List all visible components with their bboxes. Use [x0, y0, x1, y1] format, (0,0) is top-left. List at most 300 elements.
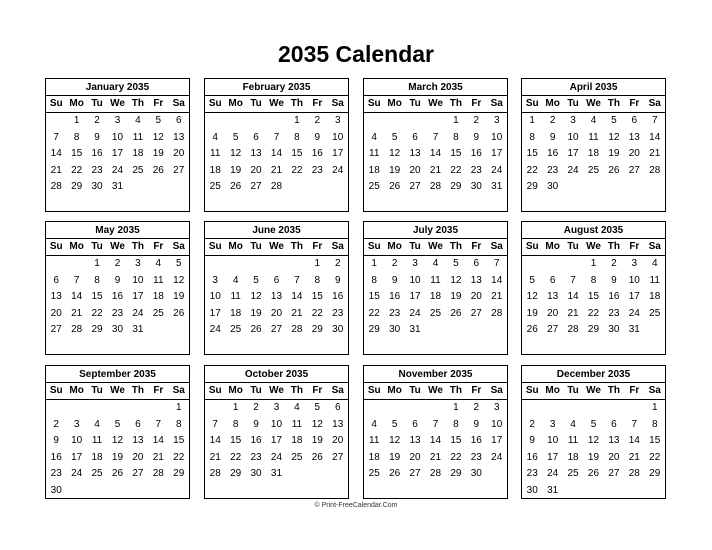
day-cell: 28: [628, 468, 640, 480]
day-cell: [287, 466, 307, 483]
day-cell: [604, 400, 624, 417]
day-cell: 30: [91, 181, 103, 193]
day-cell: 7: [53, 131, 59, 143]
weekday-label: Tu: [250, 385, 262, 396]
day-cell: 5: [232, 131, 239, 143]
day-cell: 3: [73, 418, 80, 430]
weekday-header: [364, 239, 507, 256]
day-cell: 12: [250, 291, 262, 303]
weekday-label: Th: [290, 241, 303, 252]
day-cell: 29: [91, 324, 103, 336]
day-cell: 20: [547, 307, 559, 319]
day-cell: [425, 113, 445, 130]
day-cell: 7: [651, 115, 658, 126]
weekday-label: We: [428, 241, 443, 252]
weekday-label: Fr: [471, 98, 482, 109]
day-cell: 24: [209, 324, 221, 336]
day-cell: 29: [71, 181, 83, 193]
week-row: [364, 130, 507, 147]
week-row: [364, 466, 507, 483]
week-row: [46, 433, 189, 450]
week-row: [522, 450, 665, 467]
week-row: [46, 483, 189, 500]
day-cell: 3: [273, 402, 280, 413]
day-cell: 23: [250, 451, 262, 463]
day-cell: 16: [332, 291, 344, 303]
weekday-label: Fr: [471, 241, 482, 252]
weekday-label: We: [110, 241, 125, 252]
day-cell: 1: [294, 115, 300, 126]
day-cell: 18: [368, 164, 380, 176]
day-cell: 5: [529, 274, 535, 286]
day-cell: 13: [470, 274, 482, 286]
day-cell: 4: [135, 115, 141, 126]
month-block: [204, 365, 349, 499]
day-cell: 21: [71, 307, 83, 319]
day-cell: 17: [332, 148, 344, 160]
day-cell: 31: [547, 484, 559, 496]
day-cell: [583, 400, 603, 417]
day-cell: 25: [291, 451, 303, 463]
day-cell: 29: [526, 181, 538, 193]
day-cell: [46, 256, 66, 273]
day-cell: 3: [493, 402, 500, 413]
day-cell: 22: [71, 164, 83, 176]
week-row: [522, 179, 665, 196]
day-cell: 6: [549, 274, 556, 286]
day-cell: 2: [611, 258, 617, 269]
day-cell: 6: [631, 115, 638, 126]
day-cell: [66, 256, 86, 273]
day-cell: [225, 256, 245, 273]
day-cell: 18: [91, 451, 103, 463]
day-cell: 24: [409, 307, 421, 319]
month-block: [363, 221, 508, 355]
day-cell: 29: [450, 468, 462, 480]
day-cell: 4: [570, 418, 576, 430]
weekday-label: Mo: [228, 241, 243, 252]
weekday-label: Th: [290, 98, 303, 109]
day-cell: 4: [294, 402, 300, 413]
day-cell: [307, 179, 327, 196]
day-cell: 26: [111, 468, 124, 480]
day-cell: 17: [71, 451, 83, 463]
day-cell: 10: [209, 291, 221, 303]
weekday-label: Fr: [153, 241, 164, 252]
week-row: [522, 433, 665, 450]
day-cell: 12: [173, 274, 185, 286]
day-cell: 21: [628, 451, 640, 463]
day-cell: 3: [114, 115, 121, 126]
day-cell: 1: [371, 258, 377, 269]
day-cell: [148, 483, 168, 500]
week-row: [522, 146, 665, 163]
weekday-label: Sa: [648, 385, 661, 396]
day-cell: 11: [369, 148, 380, 160]
week-row: [522, 400, 665, 417]
footer-credit: © Print-FreeCalendar.Com: [314, 502, 398, 509]
day-cell: 22: [526, 164, 538, 176]
day-cell: [169, 483, 189, 500]
day-cell: 4: [590, 115, 597, 126]
day-cell: 1: [453, 115, 459, 126]
day-cell: 18: [152, 291, 164, 303]
month-block: [363, 365, 508, 499]
weekday-label: We: [586, 241, 601, 252]
day-cell: 21: [152, 451, 164, 463]
week-row: [46, 163, 189, 180]
day-cell: [205, 256, 225, 273]
day-cell: 18: [230, 307, 242, 319]
day-cell: 9: [334, 274, 341, 286]
day-cell: 13: [132, 435, 144, 447]
day-cell: 2: [529, 418, 535, 430]
weekday-label: Sa: [331, 241, 344, 252]
weekday-label: Th: [607, 241, 620, 252]
day-cell: 20: [409, 451, 421, 463]
week-row: [205, 163, 348, 180]
week-row: [364, 433, 507, 450]
day-cell: 6: [175, 115, 182, 126]
day-cell: 28: [429, 468, 442, 480]
day-cell: 6: [412, 418, 418, 430]
day-cell: 30: [547, 181, 559, 193]
day-cell: 15: [230, 435, 242, 447]
day-cell: 27: [50, 324, 62, 336]
month-name: October 2035: [205, 366, 348, 383]
week-row: [205, 179, 348, 196]
week-row: [522, 113, 665, 130]
day-cell: 12: [152, 131, 164, 143]
day-cell: [148, 400, 168, 417]
day-cell: 1: [94, 258, 100, 269]
day-cell: 2: [549, 115, 556, 126]
day-cell: [645, 322, 665, 339]
day-cell: 3: [412, 258, 418, 269]
day-cell: 11: [210, 148, 221, 160]
day-cell: 2: [334, 258, 341, 269]
weekday-label: Su: [208, 385, 222, 396]
day-cell: 13: [270, 291, 283, 303]
month-name: June 2035: [205, 222, 348, 239]
day-cell: 30: [470, 181, 482, 193]
day-cell: [107, 400, 127, 417]
day-cell: 10: [332, 131, 344, 143]
day-cell: 27: [470, 307, 482, 319]
week-row: [46, 466, 189, 483]
weekday-label: Sa: [490, 98, 503, 109]
day-cell: 26: [587, 468, 600, 480]
day-cell: 27: [608, 468, 620, 480]
day-cell: [563, 400, 583, 417]
week-row: [522, 322, 665, 339]
day-cell: 26: [608, 164, 620, 176]
weekday-label: Tu: [91, 385, 103, 396]
day-cell: 8: [314, 274, 321, 286]
day-cell: 23: [526, 468, 538, 480]
month-block: [45, 365, 190, 499]
day-cell: 20: [132, 451, 144, 463]
day-cell: 29: [587, 324, 600, 336]
day-cell: 17: [409, 291, 421, 303]
day-cell: 3: [135, 258, 141, 269]
day-cell: 19: [152, 148, 164, 160]
weekday-label: Mo: [69, 385, 84, 396]
day-cell: 10: [491, 418, 503, 430]
day-cell: 22: [91, 307, 103, 319]
day-cell: 14: [429, 148, 442, 160]
day-cell: 6: [473, 258, 480, 269]
day-cell: 1: [73, 115, 80, 126]
day-cell: 29: [649, 468, 661, 480]
day-cell: 8: [453, 131, 459, 143]
day-cell: 11: [369, 435, 380, 447]
day-cell: [225, 113, 245, 130]
month-name: September 2035: [46, 366, 189, 383]
month-block: [521, 221, 666, 355]
weekday-label: Th: [449, 241, 462, 252]
day-cell: 22: [291, 164, 303, 176]
week-row: [205, 273, 348, 290]
month-name: February 2035: [205, 79, 348, 96]
weekday-label: We: [110, 385, 125, 396]
weekday-label: Sa: [490, 385, 503, 396]
day-cell: [364, 113, 384, 130]
day-cell: 7: [570, 274, 576, 286]
weekday-label: Th: [607, 98, 620, 109]
month-name: April 2035: [522, 79, 665, 96]
day-cell: 30: [526, 484, 538, 496]
day-cell: 13: [250, 148, 262, 160]
week-row: [522, 163, 665, 180]
day-cell: 19: [526, 307, 538, 319]
day-cell: 12: [230, 148, 242, 160]
day-cell: 24: [332, 164, 344, 176]
day-cell: 21: [209, 451, 221, 463]
day-cell: 7: [432, 418, 439, 430]
week-row: [522, 289, 665, 306]
day-cell: 30: [250, 468, 262, 480]
day-cell: 27: [132, 468, 144, 480]
day-cell: 1: [590, 258, 597, 269]
day-cell: 29: [368, 324, 380, 336]
day-cell: 28: [429, 181, 442, 193]
day-cell: 2: [473, 402, 480, 413]
day-cell: 21: [291, 307, 303, 319]
day-cell: 23: [547, 164, 559, 176]
day-cell: 22: [230, 451, 242, 463]
day-cell: 26: [526, 324, 538, 336]
day-cell: 24: [567, 164, 579, 176]
day-cell: 12: [450, 274, 462, 286]
day-cell: [328, 466, 348, 483]
day-cell: 18: [132, 148, 144, 160]
day-cell: 8: [651, 418, 658, 430]
day-cell: [542, 400, 562, 417]
day-cell: 20: [608, 451, 620, 463]
weekday-label: Tu: [91, 241, 103, 252]
weekday-header: [46, 239, 189, 256]
day-cell: 13: [547, 291, 559, 303]
day-cell: 9: [473, 418, 480, 430]
week-row: [205, 130, 348, 147]
day-cell: 17: [270, 435, 283, 447]
day-cell: 31: [111, 181, 124, 193]
weekday-label: We: [110, 98, 125, 109]
weekday-label: Fr: [312, 98, 323, 109]
day-cell: [266, 256, 286, 273]
day-cell: 30: [470, 468, 482, 480]
day-cell: [66, 400, 86, 417]
day-cell: 17: [209, 307, 221, 319]
day-cell: 13: [173, 131, 185, 143]
week-row: [522, 273, 665, 290]
day-cell: 27: [173, 164, 185, 176]
day-cell: 5: [175, 258, 182, 269]
weekday-header: [522, 239, 665, 256]
day-cell: 21: [429, 164, 442, 176]
day-cell: 24: [491, 164, 503, 176]
day-cell: 17: [132, 291, 144, 303]
day-cell: 15: [526, 148, 538, 160]
weekday-header: [364, 383, 507, 400]
day-cell: 11: [291, 418, 303, 430]
day-cell: 23: [608, 307, 620, 319]
day-cell: 30: [50, 484, 62, 496]
day-cell: 6: [412, 131, 418, 143]
day-cell: [287, 179, 307, 196]
day-cell: 7: [493, 258, 500, 269]
month-block: [45, 78, 190, 212]
day-cell: 14: [649, 131, 661, 143]
day-cell: 25: [132, 164, 144, 176]
day-cell: 17: [491, 148, 503, 160]
day-cell: 20: [470, 291, 482, 303]
week-row: [46, 179, 189, 196]
day-cell: 18: [587, 148, 600, 160]
weekday-label: Tu: [567, 241, 579, 252]
day-cell: [645, 179, 665, 196]
day-cell: 16: [470, 435, 482, 447]
day-cell: [107, 483, 127, 500]
week-row: [205, 450, 348, 467]
day-cell: [542, 256, 562, 273]
weekday-label: Mo: [69, 241, 84, 252]
weekday-header: [205, 383, 348, 400]
day-cell: 31: [270, 468, 283, 480]
week-row: [522, 483, 665, 500]
day-cell: 17: [547, 451, 559, 463]
weekday-header: [522, 96, 665, 113]
weekday-label: Mo: [387, 385, 402, 396]
day-cell: 16: [526, 451, 538, 463]
day-cell: [604, 483, 624, 500]
day-cell: 28: [291, 324, 303, 336]
day-cell: 17: [567, 148, 579, 160]
day-cell: 2: [253, 402, 259, 413]
weekday-label: We: [586, 98, 601, 109]
week-row: [46, 417, 189, 434]
week-row: [364, 256, 507, 273]
day-cell: 10: [270, 418, 283, 430]
day-cell: 19: [587, 451, 600, 463]
day-cell: 16: [250, 435, 262, 447]
day-cell: [425, 322, 445, 339]
weekday-label: Mo: [69, 98, 84, 109]
day-cell: 26: [230, 181, 242, 193]
day-cell: 7: [294, 274, 300, 286]
month-name: November 2035: [364, 366, 507, 383]
day-cell: 6: [253, 131, 259, 143]
day-cell: 5: [114, 418, 121, 430]
day-cell: 3: [549, 418, 556, 430]
day-cell: 10: [547, 435, 559, 447]
day-cell: 11: [649, 274, 660, 286]
weekday-label: Th: [131, 241, 144, 252]
day-cell: 5: [590, 418, 597, 430]
weekday-label: We: [428, 98, 443, 109]
day-cell: 8: [232, 418, 239, 430]
day-cell: 23: [311, 164, 323, 176]
day-cell: 4: [232, 274, 239, 286]
month-block: [521, 78, 666, 212]
week-row: [46, 306, 189, 323]
day-cell: 5: [453, 258, 459, 269]
weekday-label: Th: [449, 98, 462, 109]
day-cell: 8: [175, 418, 182, 430]
day-cell: [328, 179, 348, 196]
day-cell: [128, 179, 148, 196]
day-cell: [169, 179, 189, 196]
day-cell: [583, 483, 603, 500]
day-cell: 2: [473, 115, 480, 126]
weekday-label: Fr: [153, 98, 164, 109]
day-cell: 25: [429, 307, 442, 319]
day-cell: 8: [73, 131, 80, 143]
day-cell: [624, 483, 644, 500]
day-cell: 4: [432, 258, 439, 269]
day-cell: [148, 322, 168, 339]
day-cell: 9: [94, 131, 100, 143]
day-cell: 10: [409, 274, 421, 286]
weekday-label: Mo: [545, 241, 560, 252]
week-row: [205, 256, 348, 273]
week-row: [522, 417, 665, 434]
day-cell: [66, 483, 86, 500]
week-row: [46, 450, 189, 467]
weekday-label: Tu: [409, 98, 421, 109]
weekday-label: Fr: [471, 385, 482, 396]
day-cell: 7: [155, 418, 162, 430]
day-cell: 11: [430, 274, 441, 286]
weekday-label: Su: [49, 241, 63, 252]
day-cell: 27: [409, 468, 421, 480]
weekday-header: [46, 96, 189, 113]
day-cell: 22: [311, 307, 323, 319]
weekday-label: Sa: [172, 241, 185, 252]
day-cell: 19: [250, 307, 262, 319]
week-row: [522, 256, 665, 273]
day-cell: [246, 113, 266, 130]
day-cell: 19: [311, 435, 323, 447]
weekday-label: Fr: [153, 385, 164, 396]
day-cell: 17: [628, 291, 640, 303]
day-cell: 14: [491, 274, 503, 286]
day-cell: 22: [368, 307, 380, 319]
week-row: [364, 400, 507, 417]
day-cell: [287, 256, 307, 273]
day-cell: 14: [50, 148, 62, 160]
